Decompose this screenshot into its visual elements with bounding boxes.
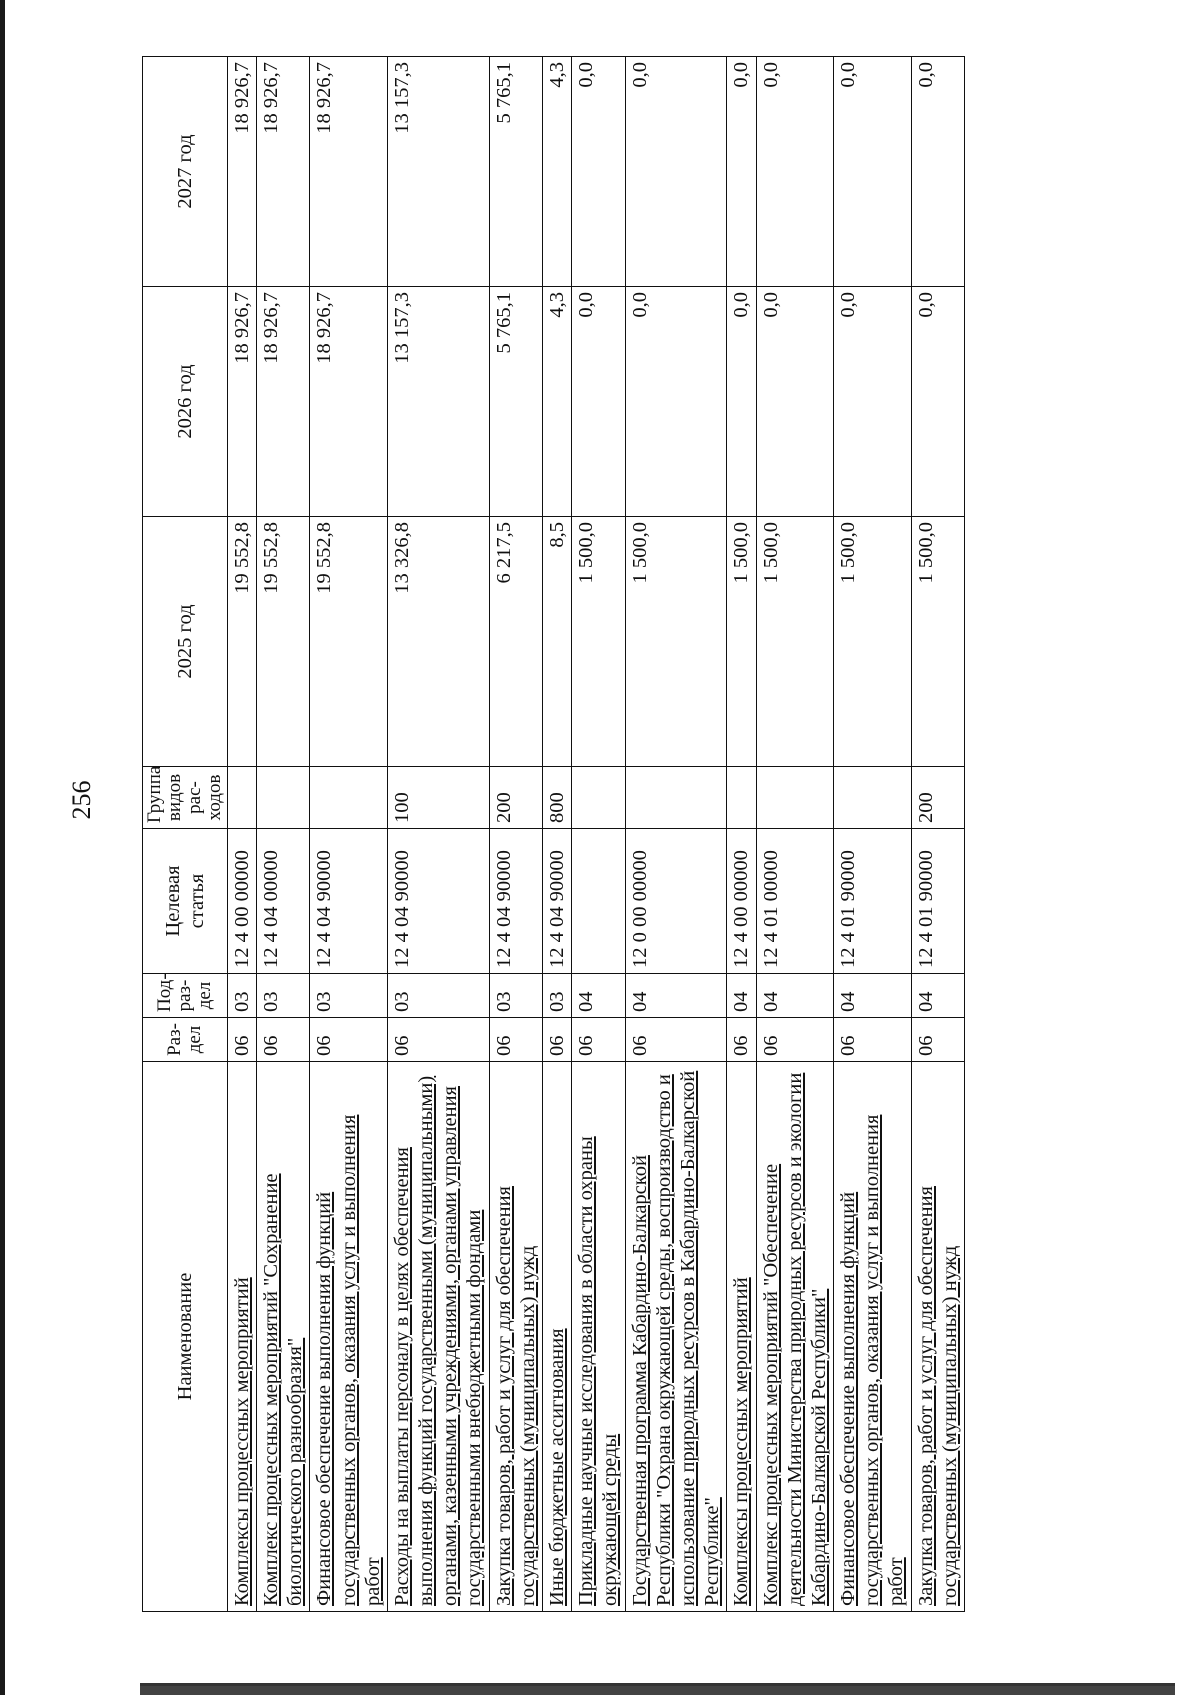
row-razdel: 06 (911, 1018, 964, 1062)
row-2026: 18 926,7 (256, 287, 309, 517)
bottom-scan-strip (140, 1686, 1175, 1695)
row-2027: 0,0 (727, 57, 756, 287)
row-gruppa (256, 767, 309, 829)
row-name: Закупка товаров, работ и услуг для обеспечения государственных (муниципальных) нужд (489, 1062, 542, 1612)
row-name: Комплексы процессных мероприятий (727, 1062, 756, 1612)
row-gruppa (227, 767, 256, 829)
table-row (625, 57, 727, 1612)
row-2027: 4,3 (543, 57, 572, 287)
row-podrazdel: 03 (310, 974, 388, 1018)
row-razdel: 06 (387, 1018, 489, 1062)
row-2025: 6 217,5 (489, 517, 542, 767)
row-razdel: 06 (625, 1018, 727, 1062)
row-name: Иные бюджетные ассигнования (543, 1062, 572, 1612)
row-name: Прикладные научные исследования в области охраны окружающей среды (572, 1062, 625, 1612)
row-name: Комплекс процессных мероприятий "Обеспечение деятельности Министерства природных ресурсов и экологии Кабардино-Балкарской Республики" (756, 1062, 834, 1612)
header-razdel: Раз- дел (143, 1018, 228, 1062)
row-celevaya-statya: 12 0 00 00000 (625, 829, 727, 974)
row-name: Закупка товаров, работ и услуг для обеспечения государственных (муниципальных) нужд (911, 1062, 964, 1612)
row-celevaya-statya: 12 4 00 00000 (727, 829, 756, 974)
row-razdel: 06 (756, 1018, 834, 1062)
row-podrazdel: 03 (387, 974, 489, 1018)
table-row (572, 57, 625, 1612)
table-row (256, 57, 309, 1612)
row-2027: 18 926,7 (227, 57, 256, 287)
row-podrazdel: 04 (756, 974, 834, 1018)
row-gruppa (625, 767, 727, 829)
row-podrazdel: 04 (572, 974, 625, 1018)
row-gruppa: 200 (489, 767, 542, 829)
row-gruppa: 200 (911, 767, 964, 829)
row-2026: 18 926,7 (227, 287, 256, 517)
header-2026: 2026 год (143, 287, 228, 517)
table-header-row (143, 57, 228, 1612)
row-podrazdel: 04 (727, 974, 756, 1018)
row-gruppa: 100 (387, 767, 489, 829)
row-razdel: 06 (489, 1018, 542, 1062)
row-2026: 13 157,3 (387, 287, 489, 517)
row-podrazdel: 03 (543, 974, 572, 1018)
table-row (227, 57, 256, 1612)
table-row (727, 57, 756, 1612)
row-2025: 13 326,8 (387, 517, 489, 767)
row-2026: 4,3 (543, 287, 572, 517)
row-celevaya-statya: 12 4 04 90000 (387, 829, 489, 974)
row-2026: 0,0 (756, 287, 834, 517)
row-2025: 19 552,8 (227, 517, 256, 767)
row-podrazdel: 04 (834, 974, 912, 1018)
row-celevaya-statya: 12 4 01 90000 (911, 829, 964, 974)
header-podrazdel: Под- раз- дел (143, 974, 228, 1018)
row-celevaya-statya (572, 829, 625, 974)
row-razdel: 06 (572, 1018, 625, 1062)
row-2027: 18 926,7 (256, 57, 309, 287)
row-2026: 0,0 (727, 287, 756, 517)
row-celevaya-statya: 12 4 04 90000 (310, 829, 388, 974)
row-podrazdel: 03 (256, 974, 309, 1018)
row-podrazdel: 03 (227, 974, 256, 1018)
row-gruppa (572, 767, 625, 829)
row-2025: 1 500,0 (572, 517, 625, 767)
row-gruppa: 800 (543, 767, 572, 829)
table-row (310, 57, 388, 1612)
header-celevaya-statya: Целевая статья (143, 829, 228, 974)
table-row (911, 57, 964, 1612)
row-2027: 0,0 (834, 57, 912, 287)
row-name: Государственная программа Кабардино-Балкарской Республики "Охрана окружающей среды, воспроизводство и использование природных ресурсов в Кабардино-Балкарской Республике" (625, 1062, 727, 1612)
row-2025: 1 500,0 (727, 517, 756, 767)
row-2025: 1 500,0 (911, 517, 964, 767)
row-2027: 0,0 (911, 57, 964, 287)
table-row (543, 57, 572, 1612)
row-2027: 0,0 (625, 57, 727, 287)
header-gruppa: Группа видов рас- ходов (143, 767, 228, 829)
row-gruppa (310, 767, 388, 829)
row-name: Финансовое обеспечение выполнения функций государственных органов, оказания услуг и выполнения работ (310, 1062, 388, 1612)
header-name: Наименование (143, 1062, 228, 1612)
row-celevaya-statya: 12 4 01 00000 (756, 829, 834, 974)
header-2027: 2027 год (143, 57, 228, 287)
table-row (387, 57, 489, 1612)
table-row (756, 57, 834, 1612)
budget-table (142, 56, 965, 1612)
row-2026: 0,0 (572, 287, 625, 517)
row-razdel: 06 (256, 1018, 309, 1062)
row-2027: 0,0 (756, 57, 834, 287)
row-celevaya-statya: 12 4 00 00000 (227, 829, 256, 974)
row-2026: 18 926,7 (310, 287, 388, 517)
row-2027: 0,0 (572, 57, 625, 287)
row-name: Расходы на выплаты персоналу в целях обеспечения выполнения функций государственными (муниципальными) органами, казенными учреждениями, органами управления государственными внебюджетными фондами (387, 1062, 489, 1612)
row-2025: 19 552,8 (310, 517, 388, 767)
row-razdel: 06 (310, 1018, 388, 1062)
row-celevaya-statya: 12 4 04 00000 (256, 829, 309, 974)
row-celevaya-statya: 12 4 04 90000 (489, 829, 542, 974)
row-podrazdel: 04 (625, 974, 727, 1018)
row-2025: 8,5 (543, 517, 572, 767)
row-2026: 0,0 (911, 287, 964, 517)
row-podrazdel: 04 (911, 974, 964, 1018)
rotated-page (142, 57, 1097, 1612)
row-razdel: 06 (543, 1018, 572, 1062)
row-podrazdel: 03 (489, 974, 542, 1018)
row-2026: 0,0 (625, 287, 727, 517)
row-gruppa (727, 767, 756, 829)
row-razdel: 06 (834, 1018, 912, 1062)
row-gruppa (756, 767, 834, 829)
row-2025: 1 500,0 (756, 517, 834, 767)
row-celevaya-statya: 12 4 01 90000 (834, 829, 912, 974)
row-2027: 5 765,1 (489, 57, 542, 287)
row-2025: 19 552,8 (256, 517, 309, 767)
row-name: Комплексы процессных мероприятий (227, 1062, 256, 1612)
row-razdel: 06 (227, 1018, 256, 1062)
page-number: 256 (67, 780, 96, 820)
table-row (489, 57, 542, 1612)
row-2025: 1 500,0 (625, 517, 727, 767)
row-2026: 0,0 (834, 287, 912, 517)
left-border (0, 0, 5, 1695)
table-row (834, 57, 912, 1612)
row-name: Финансовое обеспечение выполнения функций государственных органов, оказания услуг и выполнения работ (834, 1062, 912, 1612)
row-2027: 18 926,7 (310, 57, 388, 287)
row-2025: 1 500,0 (834, 517, 912, 767)
row-celevaya-statya: 12 4 04 90000 (543, 829, 572, 974)
header-2025: 2025 год (143, 517, 228, 767)
row-2027: 13 157,3 (387, 57, 489, 287)
row-gruppa (834, 767, 912, 829)
row-razdel: 06 (727, 1018, 756, 1062)
row-2026: 5 765,1 (489, 287, 542, 517)
row-name: Комплекс процессных мероприятий "Сохранение биологического разнообразия" (256, 1062, 309, 1612)
